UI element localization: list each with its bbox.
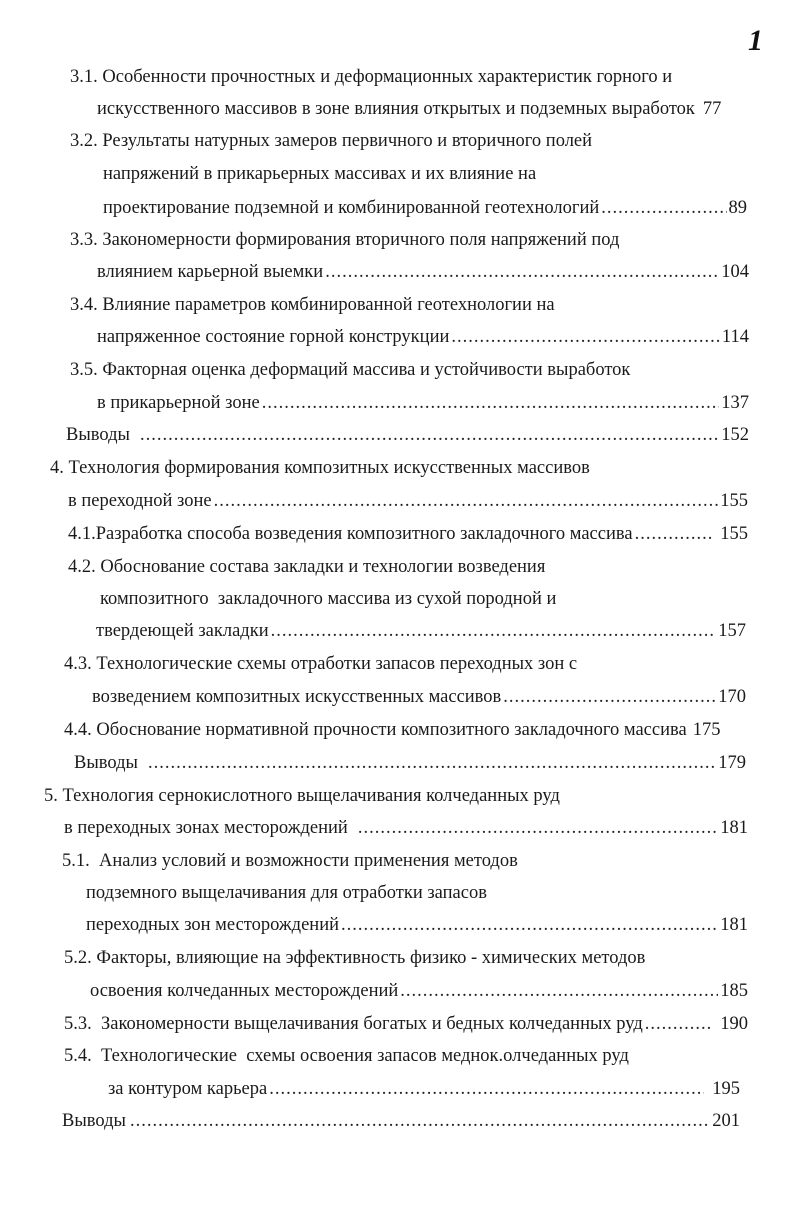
toc-entry-4-1: 4.1.Разработка способа возведения композитного закладочного массива ..... 155 (68, 521, 748, 547)
toc-page-number: 181 (720, 915, 748, 935)
toc-page-number: 170 (718, 687, 746, 707)
toc-entry-3-2-line-1: 3.2. Результаты натурных замеров первичного и вторичного полей (70, 131, 593, 151)
toc-entry-4-3-line-1: 4.3. Технологические схемы отработки запасов переходных зон с (64, 654, 578, 674)
dot-leader (400, 978, 718, 1004)
toc-page-number: 77 (702, 99, 722, 119)
toc-page-number: 157 (718, 621, 746, 641)
dot-leader (214, 488, 719, 514)
dot-leader (645, 1011, 712, 1037)
dot-leader (341, 912, 718, 938)
toc-entry-conclusions-5: Выводы ..... 201 (62, 1108, 740, 1134)
toc-entry-3-4-line-2: напряженное состояние горной конструкции ..... 114 (97, 324, 749, 350)
toc-entry-3-3-line-1: 3.3. Закономерности формирования вторичного поля напряжений под (70, 230, 620, 250)
toc-entry-3-5-line-1: 3.5. Факторная оценка деформаций массива и устойчивости выработок (70, 360, 631, 380)
page-number: 1 (748, 24, 763, 57)
toc-entry-5-4-line-2: за контуром карьера ..... 195 (108, 1076, 740, 1102)
dot-leader (262, 390, 720, 416)
toc-entry-conclusions-3: Выводы ..... 152 (66, 422, 749, 448)
toc-entry-5-4-line-1: 5.4. Технологические схемы освоения запасов меднок.олчеданных руд (64, 1046, 629, 1066)
toc-entry-4-3-line-2: возведением композитных искусственных массивов ..... 170 (92, 684, 746, 710)
toc-page-number: 89 (728, 198, 747, 218)
toc-chapter-4-line-2: в переходной зоне ..... 155 (68, 488, 748, 514)
toc-entry-3-3-line-2: влиянием карьерной выемки ..... 104 (97, 259, 749, 285)
toc-entry-4-2-line-1: 4.2. Обоснование состава закладки и технологии возведения (68, 557, 546, 577)
dot-leader (148, 750, 716, 776)
toc-page-number: 190 (720, 1014, 748, 1034)
dot-leader (269, 1076, 704, 1102)
toc-page-number: 175 (692, 720, 721, 740)
toc-page-number: 181 (720, 818, 748, 838)
toc-entry-conclusions-4: Выводы ..... 179 (74, 750, 746, 776)
toc-page-number: 137 (721, 393, 749, 413)
toc-chapter-5-line-1: 5. Технология сернокислотного выщелачивания колчеданных руд (44, 786, 560, 806)
toc-entry-5-3: 5.3. Закономерности выщелачивания богатых и бедных колчеданных руд ..... 190 (64, 1011, 748, 1037)
toc-page-number: 155 (720, 524, 748, 544)
dot-leader (271, 618, 717, 644)
toc-chapter-4-line-1: 4. Технология формирования композитных искусственных массивов (50, 458, 590, 478)
toc-page-number: 152 (721, 425, 749, 445)
toc-entry-5-2-line-1: 5.2. Факторы, влияющие на эффективность физико - химических методов (64, 948, 646, 968)
toc-entry-4-2-line-3: твердеющей закладки ..... 157 (96, 618, 746, 644)
dot-leader (325, 259, 719, 285)
toc-page-number: 195 (712, 1079, 740, 1099)
toc-entry-4-2-line-2: композитного закладочного массива из сухой породной и (100, 589, 557, 609)
toc-entry-3-4-line-1: 3.4. Влияние параметров комбинированной геотехнологии на (70, 295, 555, 315)
dot-leader (140, 422, 719, 448)
toc-page-number: 114 (721, 327, 749, 347)
dot-leader (358, 815, 718, 841)
toc-entry-3-1-line-2: искусственного массивов в зоне влияния открытых и подземных выработок 77 (97, 96, 747, 122)
toc-page-number: 155 (720, 491, 748, 511)
toc-entry-4-4: 4.4. Обоснование нормативной прочности композитного закладочного массива 175 (64, 717, 748, 743)
toc-entry-3-2-line-2: напряжений в прикарьерных массивах и их влияние на (103, 164, 537, 184)
dot-leader (635, 521, 713, 547)
toc-chapter-5-line-2: в переходных зонах месторождений ..... 181 (64, 815, 748, 841)
toc-entry-3-5-line-2: в прикарьерной зоне ..... 137 (97, 390, 749, 416)
toc-entry-3-2-line-3: проектирование подземной и комбинированной геотехнологий ..... 89 (103, 195, 747, 221)
toc-entry-5-1-line-2: подземного выщелачивания для отработки запасов (86, 883, 487, 903)
toc-entry-5-1-line-3: переходных зон месторождений ..... 181 (86, 912, 748, 938)
toc-page-number: 179 (718, 753, 746, 773)
dot-leader (451, 324, 720, 350)
dot-leader (130, 1108, 710, 1134)
dot-leader (503, 684, 716, 710)
toc-page-number: 201 (712, 1111, 740, 1131)
toc-entry-5-1-line-1: 5.1. Анализ условий и возможности применения методов (62, 851, 518, 871)
toc-page-number: 104 (721, 262, 749, 282)
toc-page-number: 185 (720, 981, 748, 1001)
toc-entry-3-1-line-1: 3.1. Особенности прочностных и деформационных характеристик горного и (70, 67, 673, 87)
dot-leader (601, 195, 726, 221)
toc-entry-5-2-line-2: освоения колчеданных месторождений ..... 185 (90, 978, 748, 1004)
